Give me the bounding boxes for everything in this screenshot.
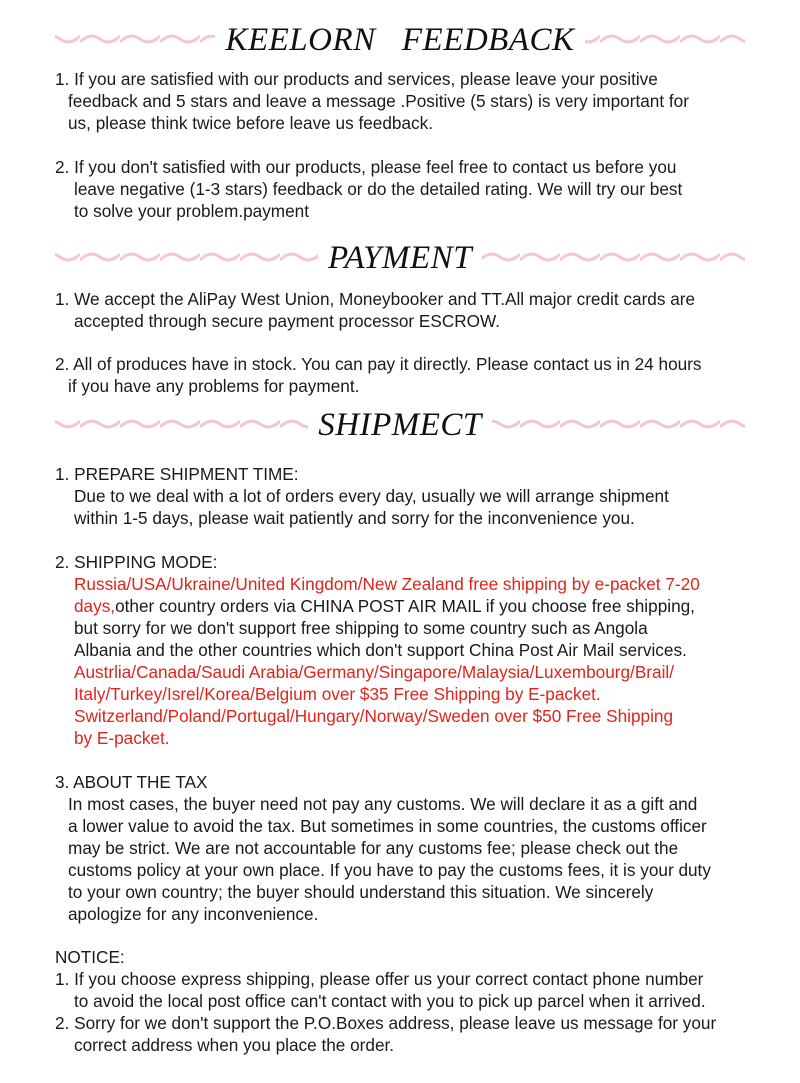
section-title-payment: PAYMENT [0, 236, 800, 280]
shipment-item-1: 1. PREPARE SHIPMENT TIME: Due to we deal with a lot of orders every day, usually we will arrange shipment within 1-5 days, please wait patiently and sorry for the inconvenience you. [55, 464, 669, 528]
payment-item-1: 1. We accept the AliPay West Union, Moneybooker and TT.All major credit cards are accepted through secure payment processor ESCROW. [55, 289, 696, 331]
shipment-item-3: 3. ABOUT THE TAX In most cases, the buyer need not pay any customs. We will declare it as a gift and a lower value to avoid the tax. But sometimes in some countries, the customs officer may be strict. We are not accountable for any customs fee; please check out the customs policy at your own place. If you have to pay the customs fees, it is your duty to your own country; the buyer should understand this situation. We sincerely apologize for any inconvenience. [55, 772, 711, 924]
notice-heading: NOTICE: [55, 947, 125, 967]
section-title-feedback: KEELORN FEEDBACK [0, 18, 800, 62]
banner-shipment [0, 403, 800, 447]
payment-item-2: 2. All of produces have in stock. You can pay it directly. Please contact us in 24 hours if you have any problems for payment. [55, 354, 702, 396]
banner-feedback [0, 18, 800, 62]
feedback-item-2: 2. If you don't satisfied with our products, please feel free to contact us before you leave negative (1-3 stars) feedback or do the detailed rating. We will try our best to solve your problem.payment [55, 157, 683, 221]
feedback-item-1: 1. If you are satisfied with our products and services, please leave your positive feedback and 5 stars and leave a message .Positive (5 stars) is very important for us, please think twice before leave us feedback. [55, 69, 689, 133]
section-title-shipment: SHIPMECT [0, 403, 800, 447]
banner-payment [0, 236, 800, 280]
shipment-item-2: 2. SHIPPING MODE: Russia/USA/Ukraine/United Kingdom/New Zealand free shipping by e-packet 7-20 days,other country orders via CHINA POST AIR MAIL if you choose free shipping, but sorry for we don't support free shipping to some country such as Angola Albania and the other countries which don't support China Post Air Mail services. Austrlia/Canada/Saudi Arabia/Germany/Singapore/Malaysia/Luxembourg/Brail/ Italy/Turkey/Isrel/Korea/Belgium over $35 Free Shipping by E-packet. Switzerland/Poland/Portugal/Hungary/Norway/Sweden over $50 Free Shipping by E-packet. [55, 552, 700, 748]
notice-section: NOTICE: 1. If you choose express shipping, please offer us your correct contact phone number to avoid the local post office can't contact with you to pick up parcel when it arrived. 2. Sorry for we don't support the P.O.Boxes address, please leave us message for your correct address when you place the order. [55, 947, 717, 1055]
